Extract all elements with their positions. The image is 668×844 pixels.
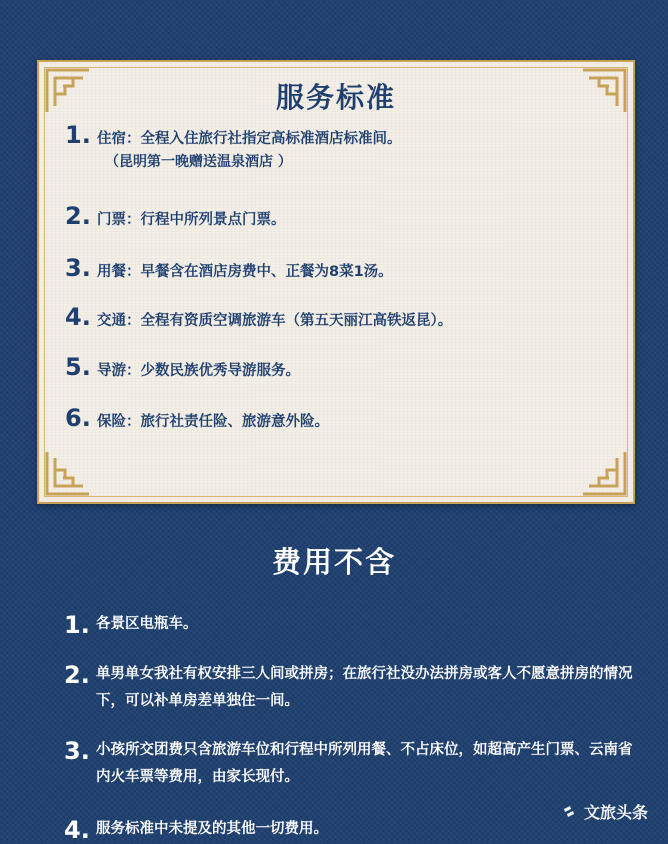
item-text: 保险：旅行社责任险、旅游意外险。: [97, 414, 329, 430]
item-number: 1.: [64, 611, 90, 639]
item-text: 服务标准中未提及的其他一切费用。: [96, 821, 328, 837]
watermark: [562, 800, 648, 823]
item-text: 单男单女我社有权安排三人间或拼房；在旅行社没办法拼房或客人不愿意拼房的情况下，可以补单房差单独住一间。: [96, 666, 633, 709]
watermark-text: 文旅头条: [583, 803, 648, 822]
item-number: 1.: [65, 121, 91, 149]
item-number: 6.: [65, 404, 91, 432]
toutiao-logo-icon: [562, 805, 580, 819]
service-standards-card: [37, 60, 635, 504]
item-number: 3.: [65, 254, 91, 282]
corner-ornament-icon: [43, 448, 93, 498]
item-number: 5.: [65, 353, 91, 381]
item-text: 门票：行程中所列景点门票。: [97, 212, 286, 228]
item-text: 小孩所交团费只含旅游车位和行程中所列用餐、不占床位，如超高产生门票、云南省内火车票等费用，由家长现付。: [96, 742, 633, 785]
item-number: 3.: [64, 737, 90, 765]
corner-ornament-icon: [579, 448, 629, 498]
item-subtext: （昆明第一晚赠送温泉酒店 ）: [105, 154, 292, 170]
item-text: 各景区电瓶车。: [96, 616, 198, 632]
item-number: 4.: [65, 303, 91, 331]
excluded-costs-title: 费用不含: [271, 545, 396, 579]
item-number: 4.: [64, 816, 90, 844]
item-number: 2.: [65, 202, 91, 230]
item-text: 住宿：全程入住旅行社指定高标准酒店标准间。: [97, 131, 402, 147]
item-number: 2.: [64, 661, 90, 689]
item-text: 用餐：早餐含在酒店房费中、正餐为8菜1汤。: [97, 264, 393, 280]
item-text: 导游：少数民族优秀导游服务。: [97, 363, 300, 379]
service-standards-title: 服务标准: [275, 81, 396, 114]
item-text: 交通：全程有资质空调旅游车（第五天丽江高铁返昆）。: [97, 313, 453, 329]
